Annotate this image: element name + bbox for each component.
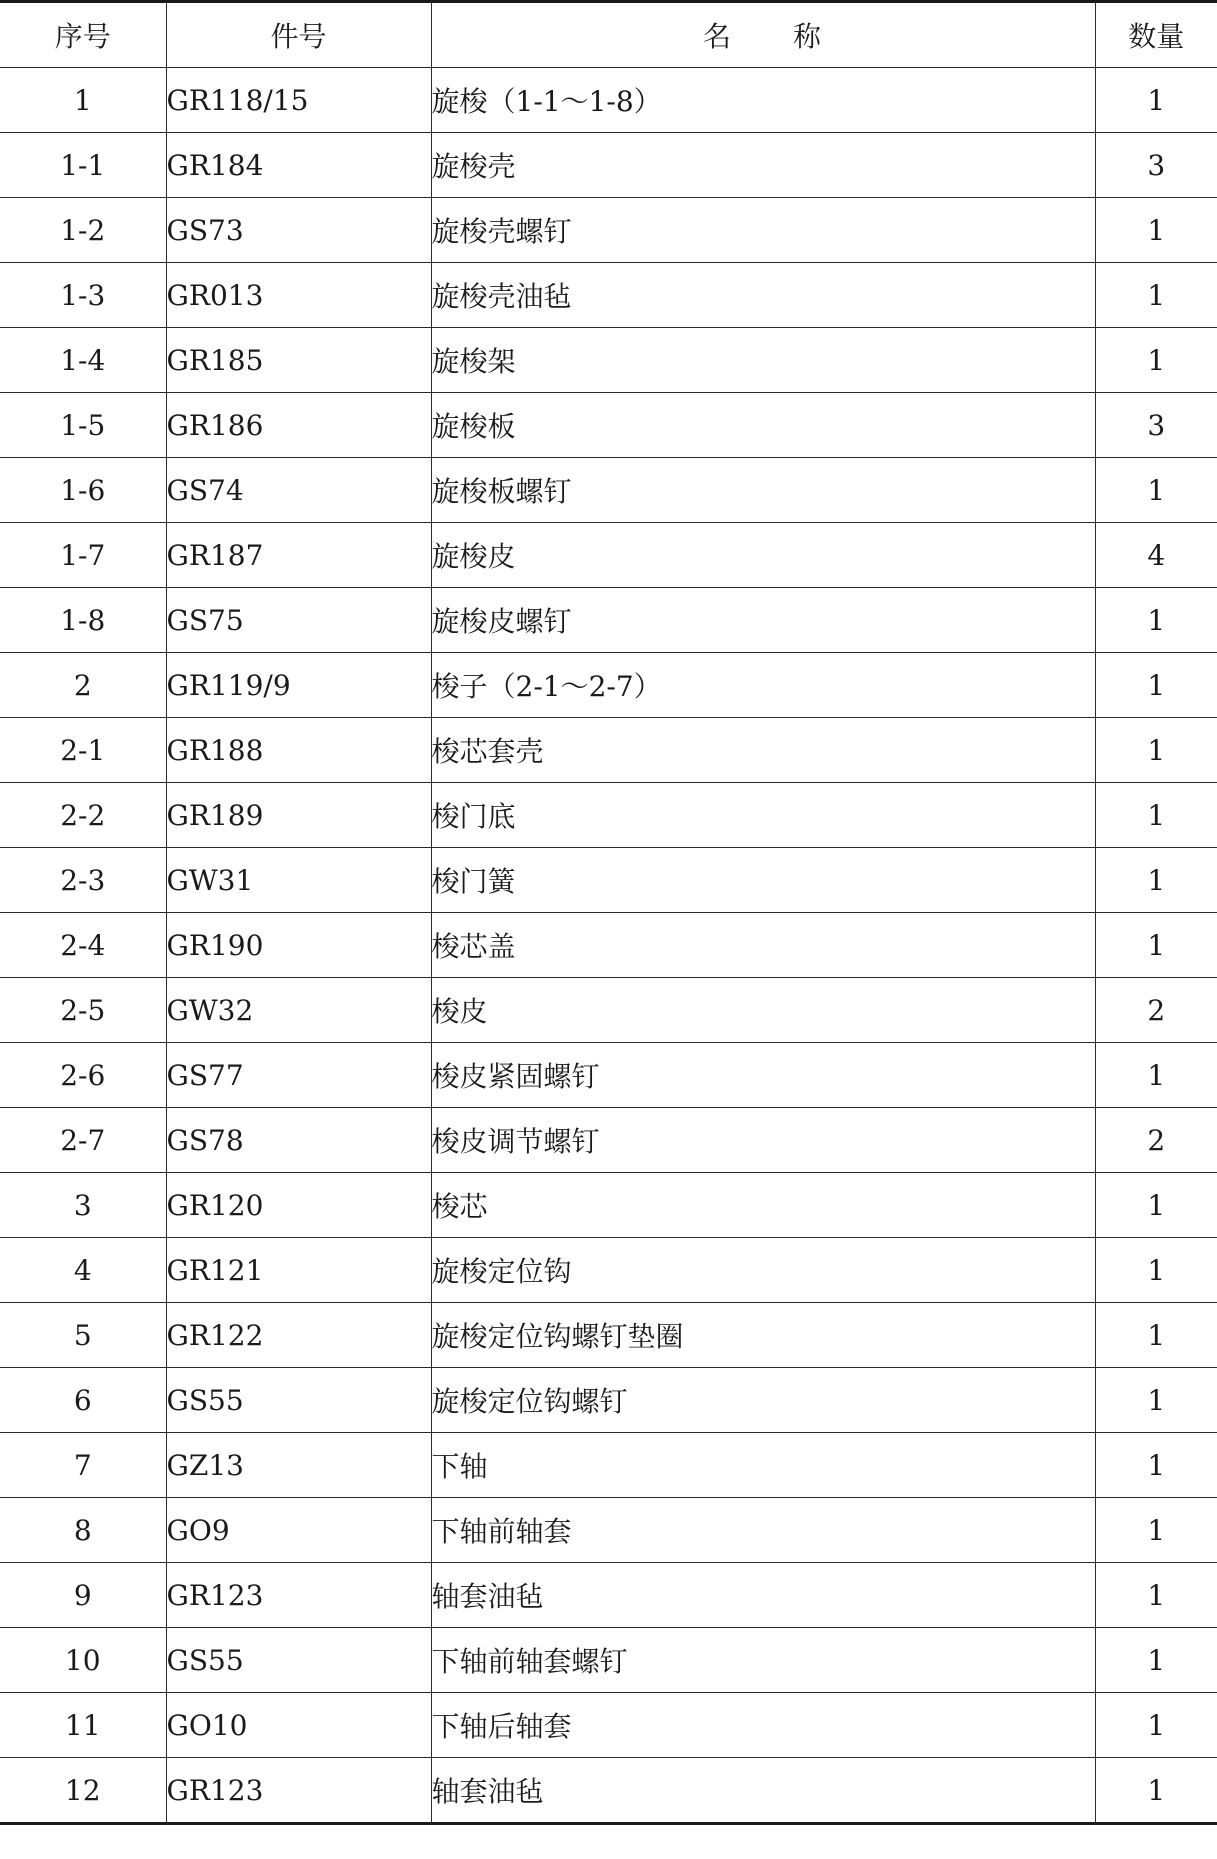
cell-qty: 1 [1095,1563,1217,1628]
cell-seq: 1-7 [0,523,166,588]
cell-name: 梭子（2-1～2-7） [431,653,1095,718]
cell-name: 轴套油毡 [431,1563,1095,1628]
cell-part-no: GS75 [166,588,431,653]
cell-qty: 1 [1095,1173,1217,1238]
cell-seq: 1-5 [0,393,166,458]
cell-part-no: GW31 [166,848,431,913]
cell-qty: 1 [1095,198,1217,263]
cell-qty: 1 [1095,783,1217,848]
table-row [0,198,1217,263]
table-row [0,588,1217,653]
cell-qty: 3 [1095,393,1217,458]
header-name: 名 称 [431,2,1095,68]
cell-name: 旋梭壳螺钉 [431,198,1095,263]
cell-name: 下轴前轴套 [431,1498,1095,1563]
cell-qty: 2 [1095,1108,1217,1173]
cell-seq: 11 [0,1693,166,1758]
cell-part-no: GR013 [166,263,431,328]
cell-qty: 1 [1095,263,1217,328]
header-row [0,2,1217,68]
cell-seq: 2-5 [0,978,166,1043]
table-row [0,913,1217,978]
cell-seq: 9 [0,1563,166,1628]
table-row [0,1303,1217,1368]
table-row [0,263,1217,328]
cell-name: 梭皮 [431,978,1095,1043]
cell-name: 下轴后轴套 [431,1693,1095,1758]
cell-part-no: GS55 [166,1368,431,1433]
table-row [0,1498,1217,1563]
cell-name: 梭皮紧固螺钉 [431,1043,1095,1108]
cell-name: 旋梭架 [431,328,1095,393]
cell-name: 旋梭板螺钉 [431,458,1095,523]
cell-seq: 5 [0,1303,166,1368]
cell-seq: 1-8 [0,588,166,653]
cell-name: 梭皮调节螺钉 [431,1108,1095,1173]
header-seq: 序号 [0,2,166,68]
cell-seq: 2-4 [0,913,166,978]
cell-seq: 1-2 [0,198,166,263]
cell-part-no: GR119/9 [166,653,431,718]
table-row [0,848,1217,913]
cell-name: 旋梭板 [431,393,1095,458]
table-row [0,718,1217,783]
table-row [0,68,1217,133]
table-header [0,2,1217,68]
table-row [0,328,1217,393]
cell-seq: 1-4 [0,328,166,393]
cell-name: 旋梭定位钩螺钉垫圈 [431,1303,1095,1368]
cell-part-no: GO9 [166,1498,431,1563]
table-row [0,1173,1217,1238]
table-body [0,68,1217,1824]
cell-part-no: GW32 [166,978,431,1043]
cell-part-no: GR187 [166,523,431,588]
table-row [0,783,1217,848]
cell-qty: 1 [1095,1368,1217,1433]
cell-seq: 2-2 [0,783,166,848]
cell-part-no: GR122 [166,1303,431,1368]
cell-name: 下轴 [431,1433,1095,1498]
cell-name: 旋梭皮 [431,523,1095,588]
cell-seq: 8 [0,1498,166,1563]
cell-qty: 1 [1095,653,1217,718]
cell-name: 旋梭皮螺钉 [431,588,1095,653]
table-row [0,458,1217,523]
cell-qty: 1 [1095,718,1217,783]
table-row [0,523,1217,588]
cell-seq: 12 [0,1758,166,1824]
cell-name: 旋梭定位钩 [431,1238,1095,1303]
cell-seq: 2-3 [0,848,166,913]
table-row [0,1628,1217,1693]
header-part-no: 件号 [166,2,431,68]
cell-qty: 1 [1095,1758,1217,1824]
cell-seq: 7 [0,1433,166,1498]
cell-seq: 2-7 [0,1108,166,1173]
cell-part-no: GZ13 [166,1433,431,1498]
cell-qty: 1 [1095,913,1217,978]
cell-name: 旋梭壳油毡 [431,263,1095,328]
table-row [0,1433,1217,1498]
table-row [0,1368,1217,1433]
cell-qty: 1 [1095,1043,1217,1108]
cell-qty: 1 [1095,1433,1217,1498]
cell-name: 旋梭（1-1～1-8） [431,68,1095,133]
cell-part-no: GR188 [166,718,431,783]
table-row [0,1238,1217,1303]
cell-seq: 1 [0,68,166,133]
cell-part-no: GS73 [166,198,431,263]
cell-part-no: GS55 [166,1628,431,1693]
cell-part-no: GR118/15 [166,68,431,133]
table-row [0,978,1217,1043]
cell-part-no: GR184 [166,133,431,198]
cell-name: 梭门簧 [431,848,1095,913]
cell-part-no: GS78 [166,1108,431,1173]
header-qty: 数量 [1095,2,1217,68]
cell-qty: 1 [1095,68,1217,133]
table-row [0,1043,1217,1108]
cell-part-no: GS74 [166,458,431,523]
cell-qty: 2 [1095,978,1217,1043]
cell-name: 梭芯套壳 [431,718,1095,783]
cell-seq: 1-1 [0,133,166,198]
cell-qty: 1 [1095,588,1217,653]
cell-qty: 3 [1095,133,1217,198]
cell-seq: 1-3 [0,263,166,328]
cell-seq: 4 [0,1238,166,1303]
cell-part-no: GR186 [166,393,431,458]
cell-seq: 2-1 [0,718,166,783]
cell-name: 旋梭定位钩螺钉 [431,1368,1095,1433]
table-row [0,1693,1217,1758]
cell-name: 梭芯盖 [431,913,1095,978]
cell-part-no: GR189 [166,783,431,848]
cell-part-no: GR123 [166,1758,431,1824]
cell-qty: 1 [1095,1693,1217,1758]
cell-part-no: GR123 [166,1563,431,1628]
table-row [0,393,1217,458]
table-row [0,653,1217,718]
cell-part-no: GS77 [166,1043,431,1108]
cell-qty: 1 [1095,1628,1217,1693]
cell-qty: 4 [1095,523,1217,588]
cell-part-no: GR120 [166,1173,431,1238]
table-row [0,1563,1217,1628]
table-row [0,1108,1217,1173]
cell-name: 下轴前轴套螺钉 [431,1628,1095,1693]
cell-qty: 1 [1095,1238,1217,1303]
cell-part-no: GR121 [166,1238,431,1303]
cell-seq: 3 [0,1173,166,1238]
cell-name: 梭门底 [431,783,1095,848]
cell-qty: 1 [1095,458,1217,523]
cell-part-no: GR185 [166,328,431,393]
cell-seq: 2 [0,653,166,718]
cell-part-no: GO10 [166,1693,431,1758]
cell-seq: 1-6 [0,458,166,523]
cell-part-no: GR190 [166,913,431,978]
table-row [0,133,1217,198]
cell-seq: 2-6 [0,1043,166,1108]
table-row [0,1758,1217,1824]
cell-seq: 6 [0,1368,166,1433]
cell-seq: 10 [0,1628,166,1693]
cell-qty: 1 [1095,848,1217,913]
cell-qty: 1 [1095,1498,1217,1563]
cell-name: 梭芯 [431,1173,1095,1238]
cell-name: 旋梭壳 [431,133,1095,198]
cell-qty: 1 [1095,1303,1217,1368]
cell-qty: 1 [1095,328,1217,393]
cell-name: 轴套油毡 [431,1758,1095,1824]
